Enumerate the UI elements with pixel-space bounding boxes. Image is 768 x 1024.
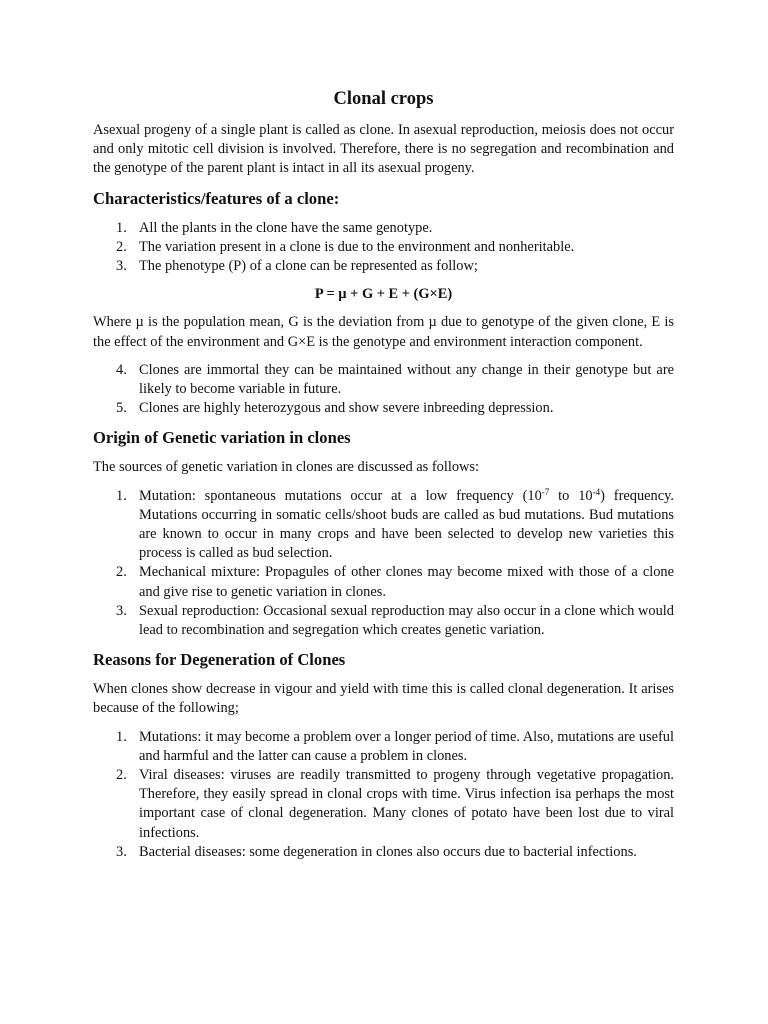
list-item [93, 728, 674, 766]
list-number: 2. [116, 564, 127, 581]
list-item-text: The phenotype (P) of a clone can be represented as follow; [139, 258, 478, 275]
list-item-text: Mutations: it may become a problem over a longer period of time. Also, mutations are useful and harmful and the latter can cause a problem in clones. [139, 728, 674, 764]
list-number: 2. [116, 238, 127, 255]
list-item [93, 487, 674, 564]
list-item-text: All the plants in the clone have the same genotype. [139, 219, 433, 236]
characteristics-list-a [93, 219, 674, 277]
characteristics-list-b [93, 361, 674, 419]
degeneration-heading: Reasons for Degeneration of Clones [93, 650, 346, 670]
formula-explanation: Where µ is the population mean, G is the deviation from µ due to genotype of the given clone, E is the effect of the environment and G×E is the genotype and environment interaction component. [93, 314, 674, 350]
list-item [93, 602, 674, 640]
mutation-text-part3: ) frequency. Mutations occurring in somatic cells/shoot buds are called as bud mutations. Bud mutations are known to occur in many crops and have been selected to develop new varieties this process is called as bud selection. [139, 487, 674, 562]
exponent-2: -4 [592, 486, 601, 497]
origin-list [93, 487, 674, 641]
exponent-1: -7 [541, 486, 550, 497]
list-item-text: Mechanical mixture: Propagules of other clones may become mixed with those of a clone and give rise to genetic variation in clones. [139, 564, 674, 600]
mutation-text-part1: Mutation: spontaneous mutations occur at a low frequency (10 [139, 487, 542, 504]
list-item [93, 563, 674, 601]
list-number: 2. [116, 767, 127, 784]
list-item-text: Clones are immortal they can be maintained without any change in their genotype but are likely to become variable in future. [139, 361, 674, 398]
list-number: 5. [116, 400, 127, 417]
list-item [93, 766, 674, 843]
origin-intro: The sources of genetic variation in clones are discussed as follows: [93, 459, 480, 476]
list-item [93, 219, 674, 238]
list-number: 1. [116, 487, 127, 504]
page-title: Clonal crops [333, 89, 434, 109]
intro-paragraph: Asexual progeny of a single plant is called as clone. In asexual reproduction, meiosis does not occur and only mitotic cell division is involved. Therefore, there is no segregation and recombination and the genotype of the parent plant is intact in all its asexual progeny. [93, 122, 674, 177]
list-item-text: Bacterial diseases: some degeneration in clones also occurs due to bacterial infections. [139, 843, 637, 860]
list-number: 3. [116, 602, 127, 619]
document-page [93, 86, 674, 871]
list-item-text: Clones are highly heterozygous and show severe inbreeding depression. [139, 400, 554, 417]
list-item [93, 843, 674, 862]
list-item [93, 257, 674, 276]
origin-heading: Origin of Genetic variation in clones [93, 428, 351, 448]
list-item [93, 238, 674, 257]
list-number: 3. [116, 843, 127, 860]
list-item-text: Viral diseases: viruses are readily transmitted to progeny through vegetative propagation. Therefore, they easily spread in clonal crops with time. Virus infection isa perhaps the most important case of clonal degeneration. Many clones of potato have been lost due to viral infections. [139, 767, 674, 841]
degeneration-intro: When clones show decrease in vigour and yield with time this is called clonal degeneration. It arises because of the following; [93, 681, 674, 717]
list-number: 3. [116, 258, 127, 275]
phenotype-formula: P = µ + G + E + (G×E) [314, 286, 453, 303]
list-number: 4. [116, 361, 127, 378]
mutation-text-part2: to 10 [549, 487, 593, 504]
list-item [93, 361, 674, 399]
list-item-text: Sexual reproduction: Occasional sexual reproduction may also occur in a clone which would lead to recombination and segregation which creates genetic variation. [139, 602, 674, 639]
list-number: 1. [116, 728, 127, 745]
list-number: 1. [116, 219, 127, 236]
list-item-text: The variation present in a clone is due to the environment and nonheritable. [139, 238, 575, 255]
degeneration-list [93, 728, 674, 862]
characteristics-heading: Characteristics/features of a clone: [93, 188, 340, 208]
list-item-text [139, 488, 674, 562]
list-item [93, 399, 674, 418]
